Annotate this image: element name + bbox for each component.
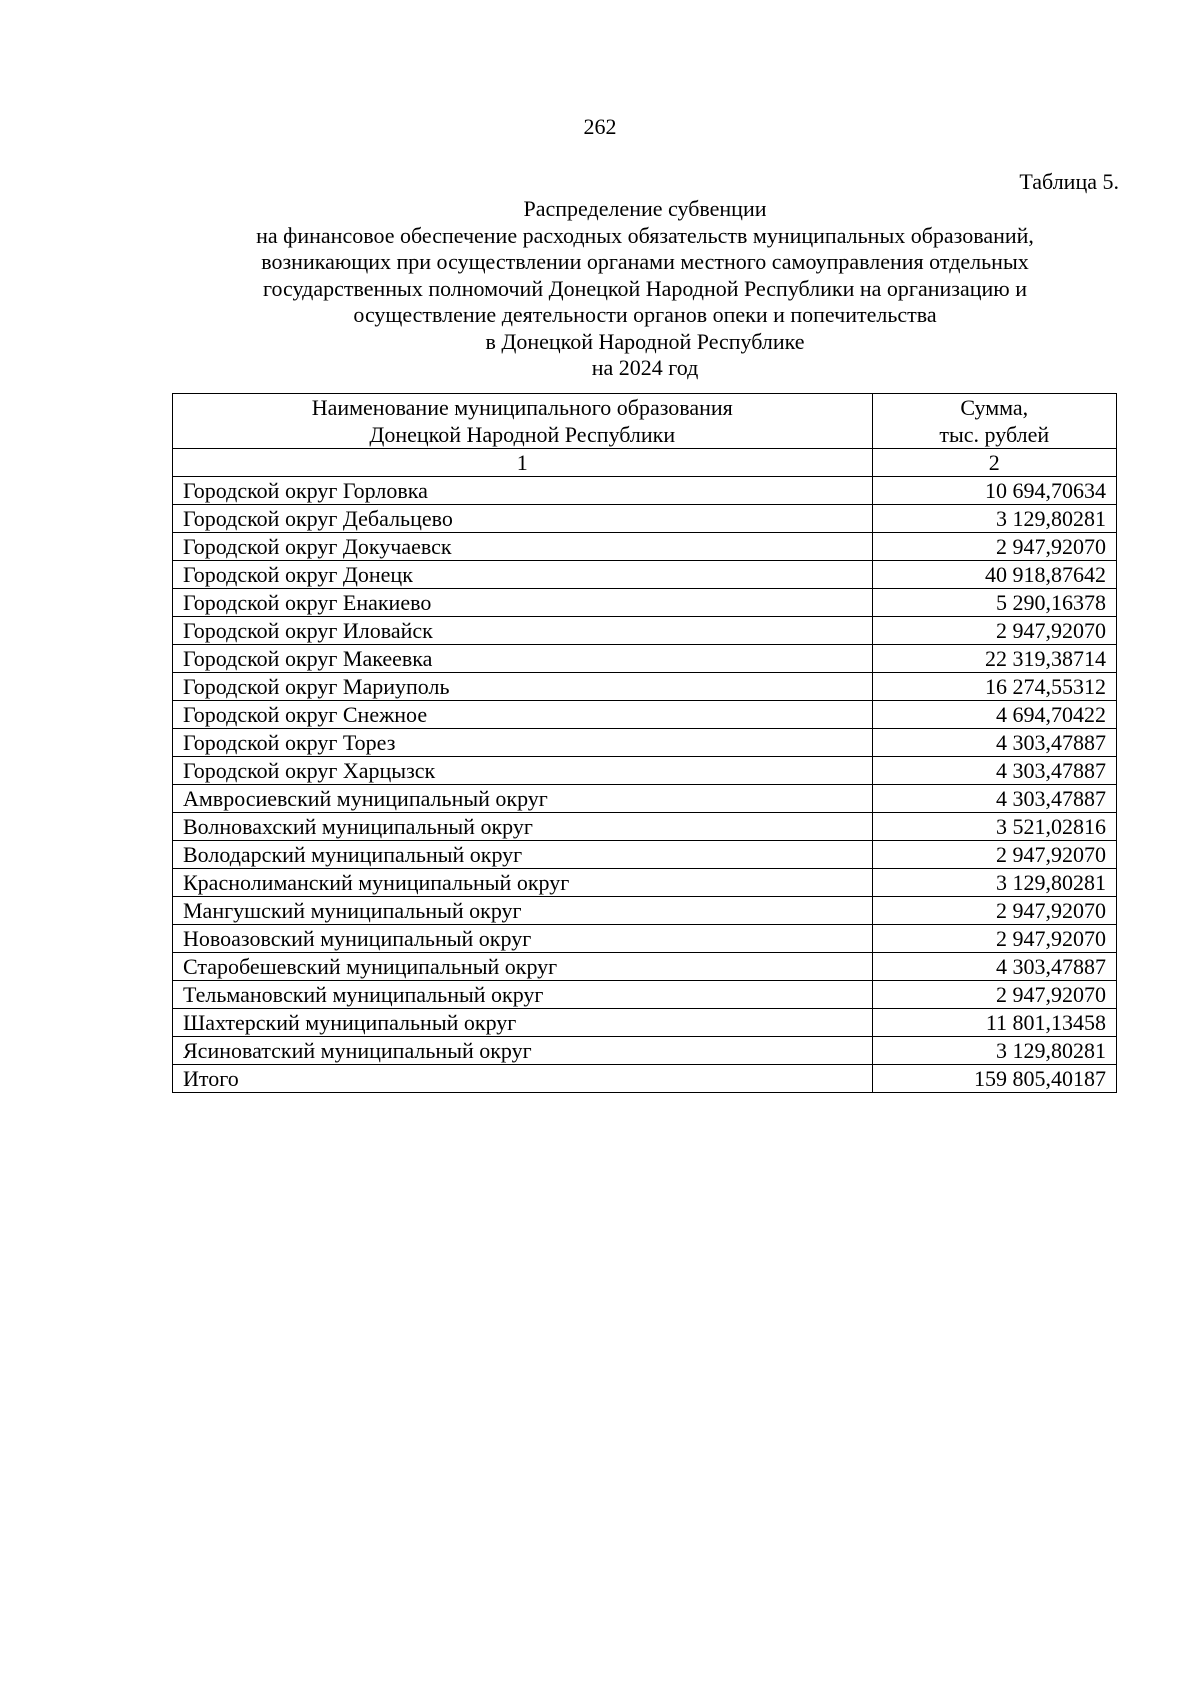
amount-cell: 3 521,02816 [872, 813, 1116, 841]
municipality-name-cell: Городской округ Докучаевск [173, 533, 873, 561]
table-row [173, 869, 1117, 897]
table-row [173, 561, 1117, 589]
title-line: на 2024 год [591, 355, 699, 380]
table-row [173, 533, 1117, 561]
amount-cell: 3 129,80281 [872, 869, 1116, 897]
municipality-name-cell: Тельмановский муниципальный округ [173, 981, 873, 1009]
subvention-table [172, 393, 1117, 1093]
amount-cell: 4 303,47887 [872, 785, 1116, 813]
amount-cell: 11 801,13458 [872, 1009, 1116, 1037]
amount-cell: 2 947,92070 [872, 897, 1116, 925]
municipality-name-cell: Городской округ Снежное [173, 701, 873, 729]
document-title [172, 196, 1118, 382]
municipality-name-cell: Итого [173, 1065, 873, 1093]
column-number-1: 1 [173, 449, 873, 477]
municipality-name-cell: Новоазовский муниципальный округ [173, 925, 873, 953]
amount-cell: 4 694,70422 [872, 701, 1116, 729]
amount-cell: 4 303,47887 [872, 729, 1116, 757]
table-row [173, 785, 1117, 813]
amount-cell: 4 303,47887 [872, 757, 1116, 785]
title-line: Распределение субвенции [523, 196, 767, 221]
header-name-cell [173, 394, 873, 449]
amount-cell: 159 805,40187 [872, 1065, 1116, 1093]
municipality-name-cell: Краснолиманский муниципальный округ [173, 869, 873, 897]
amount-cell: 3 129,80281 [872, 1037, 1116, 1065]
title-line: на финансовое обеспечение расходных обязательств муниципальных образований, [256, 222, 1034, 248]
header-sum-line1: Сумма, [960, 395, 1029, 420]
column-number-row [173, 449, 1117, 477]
title-line: государственных полномочий Донецкой Народной Республики на организацию и [263, 275, 1027, 301]
municipality-name-cell: Городской округ Макеевка [173, 645, 873, 673]
municipality-name-cell: Городской округ Енакиево [173, 589, 873, 617]
table-header-row [173, 394, 1117, 449]
municipality-name-cell: Старобешевский муниципальный округ [173, 953, 873, 981]
table-row [173, 1037, 1117, 1065]
amount-cell: 4 303,47887 [872, 953, 1116, 981]
table-row [173, 897, 1117, 925]
table-row [173, 981, 1117, 1009]
municipality-name-cell: Городской округ Мариуполь [173, 673, 873, 701]
table-label: Таблица 5. [1019, 169, 1119, 194]
municipality-name-cell: Мангушский муниципальный округ [173, 897, 873, 925]
table-row [173, 505, 1117, 533]
table-row [173, 645, 1117, 673]
table-row [173, 813, 1117, 841]
amount-cell: 5 290,16378 [872, 589, 1116, 617]
amount-cell: 22 319,38714 [872, 645, 1116, 673]
header-sum-line2: тыс. рублей [939, 422, 1050, 447]
table-row [173, 729, 1117, 757]
amount-cell: 2 947,92070 [872, 841, 1116, 869]
table-row [173, 701, 1117, 729]
table-row [173, 953, 1117, 981]
total-row [173, 1065, 1117, 1093]
header-name-line1: Наименование муниципального образования [311, 395, 733, 420]
municipality-name-cell: Амвросиевский муниципальный округ [173, 785, 873, 813]
municipality-name-cell: Городской округ Иловайск [173, 617, 873, 645]
amount-cell: 2 947,92070 [872, 981, 1116, 1009]
header-sum-cell [872, 394, 1116, 449]
column-number-2: 2 [872, 449, 1116, 477]
municipality-name-cell: Городской округ Дебальцево [173, 505, 873, 533]
table-row [173, 477, 1117, 505]
municipality-name-cell: Городской округ Харцызск [173, 757, 873, 785]
table-row [173, 757, 1117, 785]
municipality-name-cell: Городской округ Горловка [173, 477, 873, 505]
title-line: возникающих при осуществлении органами местного самоуправления отдельных [261, 249, 1029, 274]
amount-cell: 2 947,92070 [872, 617, 1116, 645]
amount-cell: 10 694,70634 [872, 477, 1116, 505]
amount-cell: 2 947,92070 [872, 925, 1116, 953]
page-number: 262 [583, 114, 617, 139]
amount-cell: 2 947,92070 [872, 533, 1116, 561]
amount-cell: 16 274,55312 [872, 673, 1116, 701]
table-row [173, 673, 1117, 701]
municipality-name-cell: Волновахский муниципальный округ [173, 813, 873, 841]
table-row [173, 589, 1117, 617]
table-row [173, 925, 1117, 953]
table-row [173, 1009, 1117, 1037]
table-row [173, 841, 1117, 869]
municipality-name-cell: Ясиноватский муниципальный округ [173, 1037, 873, 1065]
header-name-line2: Донецкой Народной Республики [369, 422, 676, 447]
municipality-name-cell: Шахтерский муниципальный округ [173, 1009, 873, 1037]
amount-cell: 3 129,80281 [872, 505, 1116, 533]
municipality-name-cell: Володарский муниципальный округ [173, 841, 873, 869]
municipality-name-cell: Городской округ Торез [173, 729, 873, 757]
table-row [173, 617, 1117, 645]
title-line: осуществление деятельности органов опеки и попечительства [353, 302, 937, 327]
municipality-name-cell: Городской округ Донецк [173, 561, 873, 589]
title-line: в Донецкой Народной Республике [485, 328, 805, 354]
amount-cell: 40 918,87642 [872, 561, 1116, 589]
